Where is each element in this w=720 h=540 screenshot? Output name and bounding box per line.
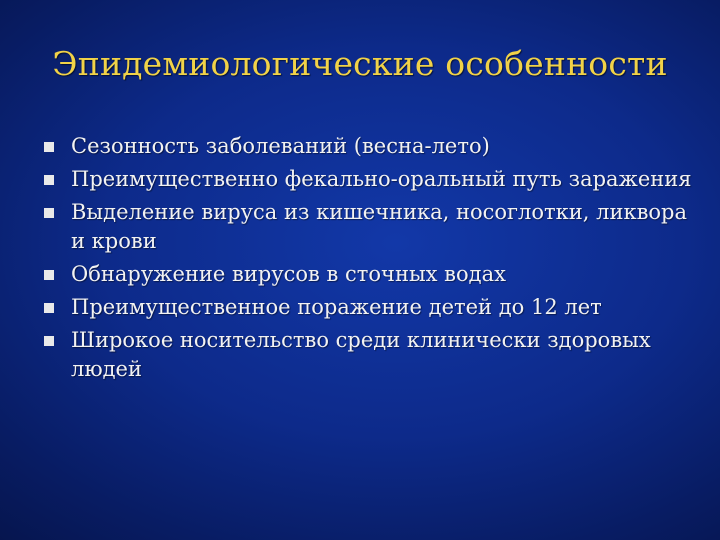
bullet-item [44, 293, 694, 322]
square-bullet-icon [44, 142, 54, 152]
bullet-text: Выделение вируса из кишечника, носоглотки, ликвора и крови [71, 200, 688, 253]
bullet-list [44, 132, 694, 388]
square-bullet-icon [44, 336, 54, 346]
square-bullet-icon [44, 303, 54, 313]
bullet-item [44, 326, 694, 384]
square-bullet-icon [44, 270, 54, 280]
bullet-text: Обнаружение вирусов в сточных водах [71, 262, 506, 286]
bullet-item [44, 165, 694, 194]
slide-title: Эпидемиологические особенности [52, 44, 668, 83]
bullet-item [44, 132, 694, 161]
square-bullet-icon [44, 175, 54, 185]
bullet-text: Преимущественное поражение детей до 12 лет [71, 295, 602, 319]
bullet-item [44, 260, 694, 289]
bullet-text: Преимущественно фекально-оральный путь заражения [71, 167, 692, 191]
bullet-text: Сезонность заболеваний (весна-лето) [71, 134, 490, 158]
bullet-text: Широкое носительство среди клинически здоровых людей [71, 328, 651, 381]
bullet-item [44, 198, 694, 256]
square-bullet-icon [44, 208, 54, 218]
